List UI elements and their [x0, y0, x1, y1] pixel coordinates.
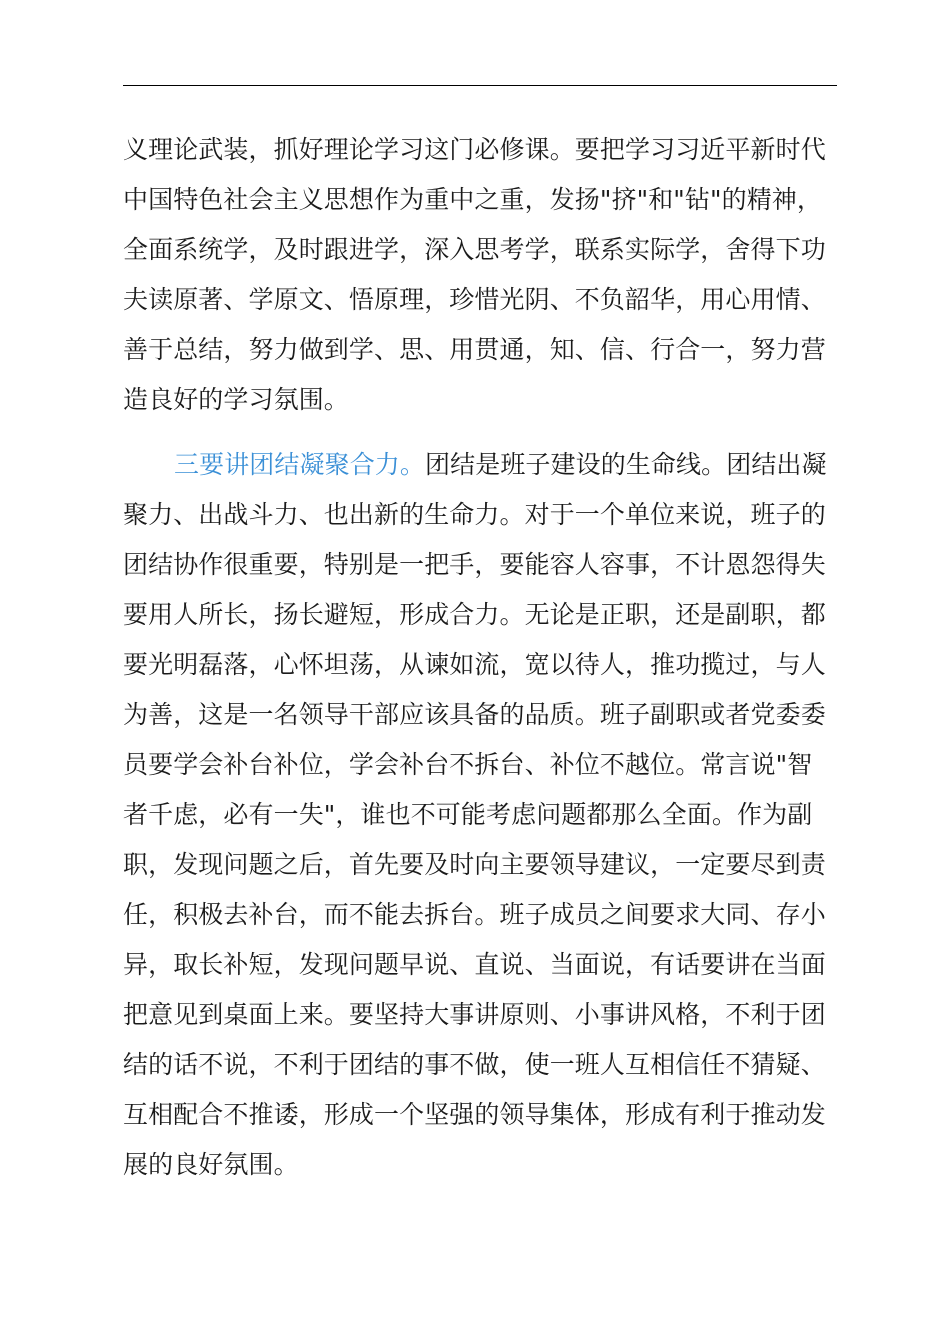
text-line: 造良好的学习氛围。: [123, 385, 349, 414]
text-line: 夫读原著、学原文、悟原理，珍惜光阴、不负韶华，用心用情、: [123, 285, 826, 314]
text-line: 中国特色社会主义思想作为重中之重，发扬"挤"和"钻"的精神，: [123, 185, 822, 214]
text-line: 聚力、出战斗力、也出新的生命力。对于一个单位来说，班子的: [123, 500, 826, 529]
paragraph-2: [123, 440, 843, 1190]
paragraph-1: [123, 125, 843, 425]
text-line: 团结协作很重要，特别是一把手，要能容人容事，不计恩怨得失: [123, 550, 826, 579]
text-line: 者千虑，必有一失"，谁也不可能考虑问题都那么全面。作为副: [123, 800, 813, 829]
text-line: 员要学会补台补位，学会补台不拆台、补位不越位。常言说"智: [123, 750, 813, 779]
text-line: 把意见到桌面上来。要坚持大事讲原则、小事讲风格，不利于团: [123, 1000, 826, 1029]
text-line: 善于总结，努力做到学、思、用贯通，知、信、行合一，努力营: [123, 335, 826, 364]
paragraph-first-line: [123, 440, 843, 490]
text-run: 团结是班子建设的生命线。团结出凝: [425, 450, 827, 479]
text-line: 结的话不说，不利于团结的事不做，使一班人互相信任不猜疑、: [123, 1050, 826, 1079]
document-body: [123, 125, 843, 1190]
text-line: 要光明磊落，心怀坦荡，从谏如流，宽以待人，推功揽过，与人: [123, 650, 826, 679]
text-line: 互相配合不推诿，形成一个坚强的领导集体，形成有利于推动发: [123, 1100, 826, 1129]
text-line: 展的良好氛围。: [123, 1150, 299, 1179]
section-heading: 三要讲团结凝聚合力。: [174, 450, 426, 479]
text-line: 异，取长补短，发现问题早说、直说、当面说，有话要讲在当面: [123, 950, 826, 979]
text-line: 为善，这是一名领导干部应该具备的品质。班子副职或者党委委: [123, 700, 826, 729]
text-line: 任，积极去补台，而不能去拆台。班子成员之间要求大同、存小: [123, 900, 826, 929]
text-line: 全面系统学，及时跟进学，深入思考学，联系实际学，舍得下功: [123, 235, 826, 264]
header-rule: [123, 85, 837, 86]
text-line: 义理论武装，抓好理论学习这门必修课。要把学习习近平新时代: [123, 135, 826, 164]
text-line: 职，发现问题之后，首先要及时向主要领导建议，一定要尽到责: [123, 850, 826, 879]
paragraph-spacer: [123, 425, 843, 440]
text-line: 要用人所长，扬长避短，形成合力。无论是正职，还是副职，都: [123, 600, 826, 629]
